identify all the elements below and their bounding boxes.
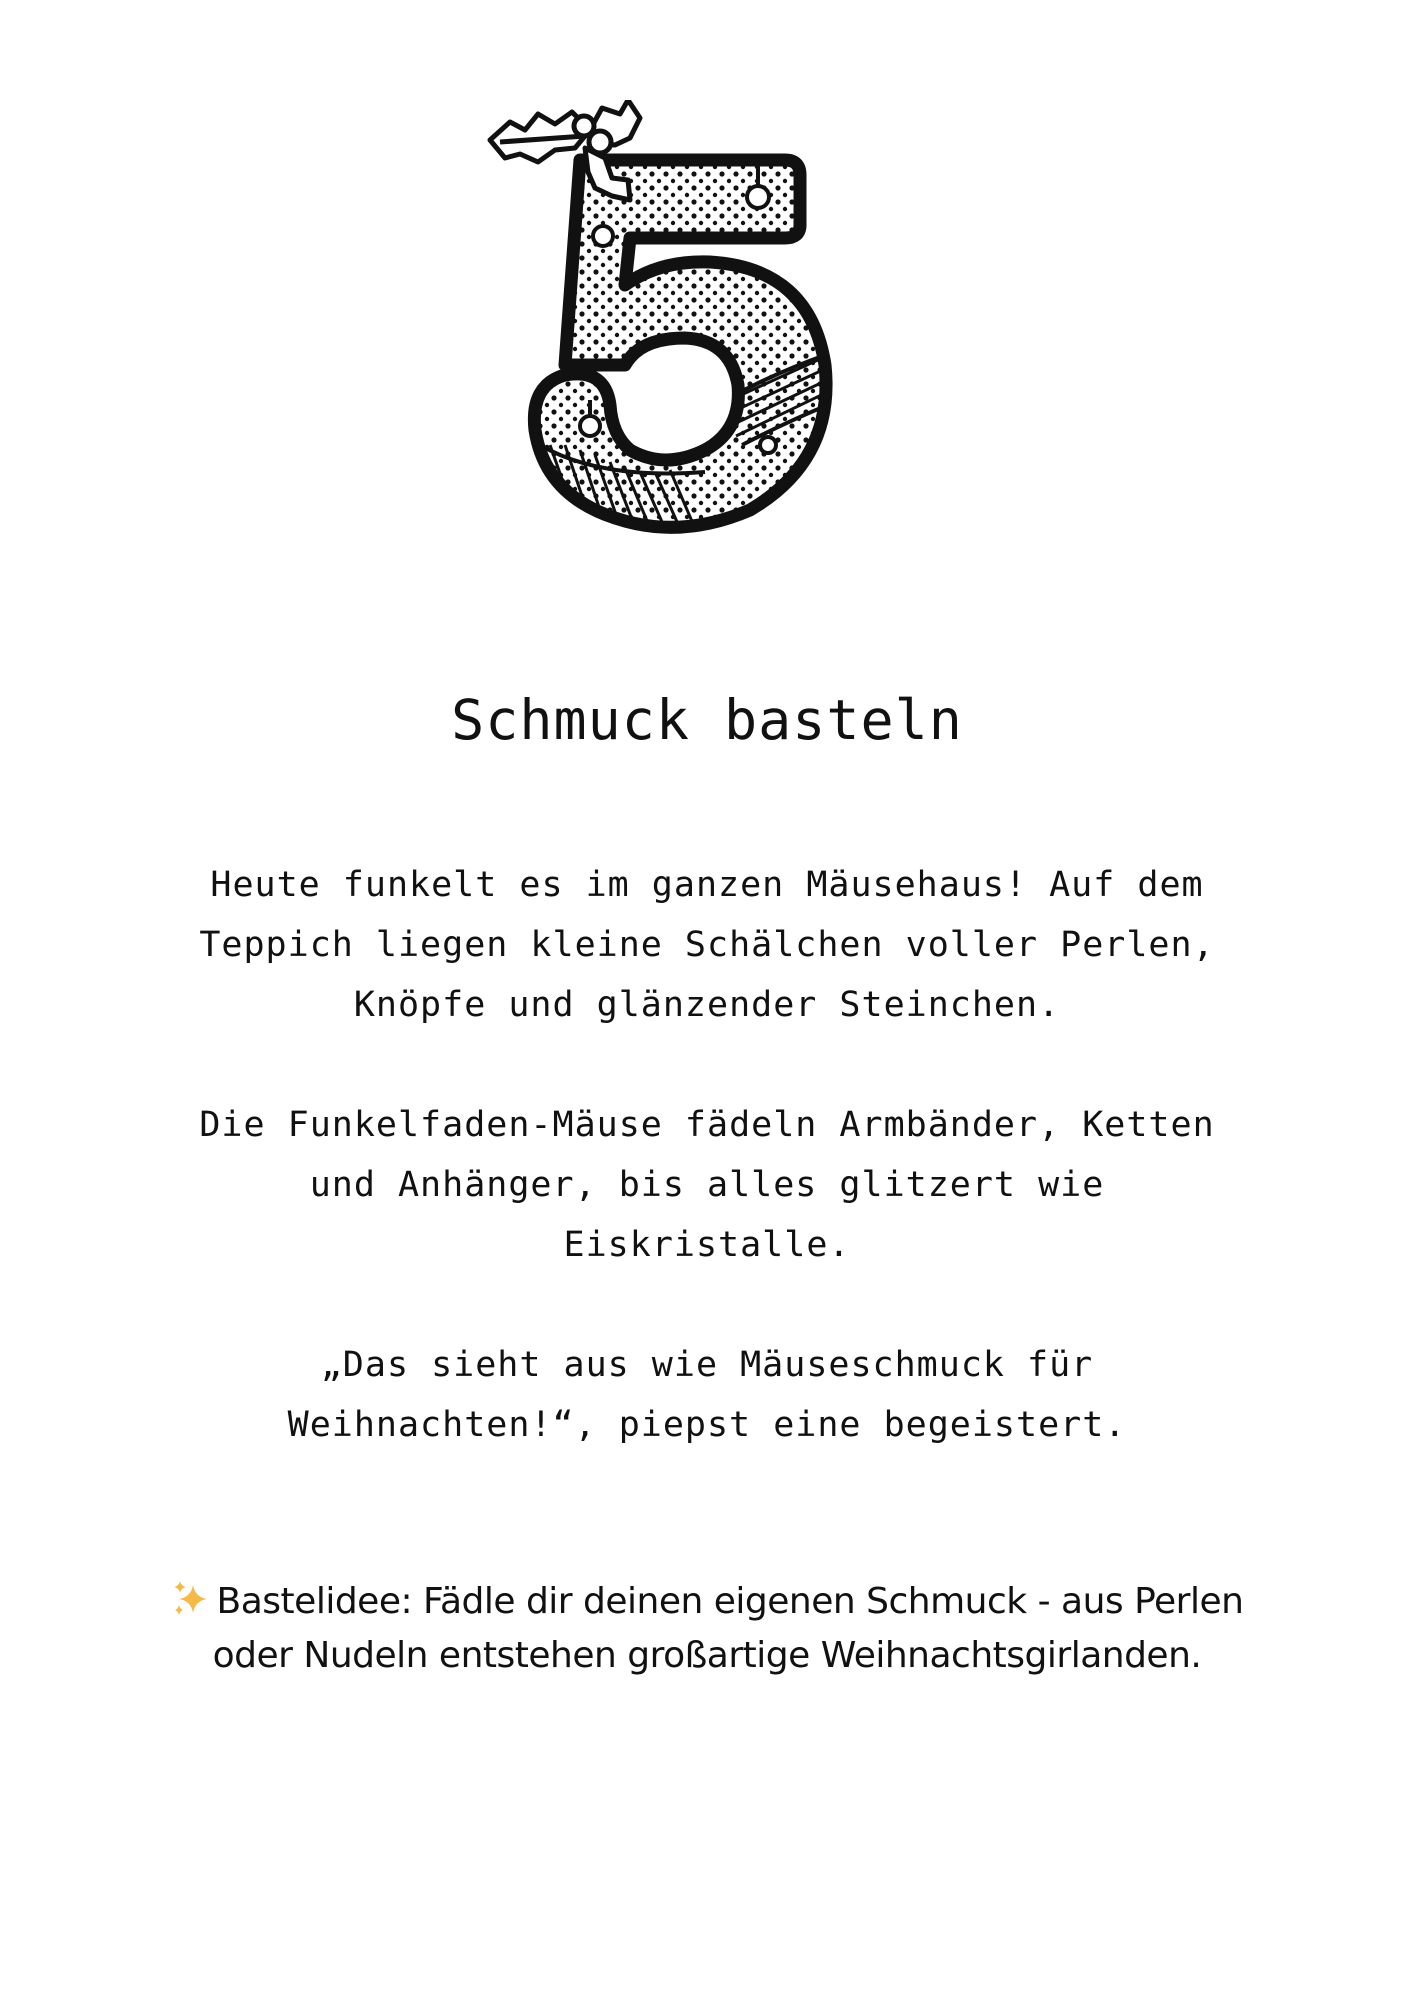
story-text xyxy=(160,855,1254,1455)
holly-icon xyxy=(490,100,640,200)
number-five-holly-icon xyxy=(480,100,860,550)
story-paragraph: „Das sieht aus wie Mäuseschmuck für Weihnachten!“, piepst eine begeistert. xyxy=(287,1345,1127,1445)
story-paragraph: Die Funkelfaden-Mäuse fädeln Armbänder, Ketten und Anhänger, bis alles glitzert wie Eiskristalle. xyxy=(199,1105,1215,1265)
story-paragraph: Heute funkelt es im ganzen Mäusehaus! Auf dem Teppich liegen kleine Schälchen voller Perlen, Knöpfe und glänzender Steinchen. xyxy=(199,865,1215,1025)
craft-tip xyxy=(160,1575,1254,1683)
page-title: Schmuck basteln xyxy=(451,688,963,752)
sparkles-icon xyxy=(171,1579,211,1619)
craft-tip-text: Bastelidee: Fädle dir deinen eigenen Schmuck - aus Perlen oder Nudeln entstehen großartige Weihnachtsgirlanden. xyxy=(212,1581,1244,1676)
